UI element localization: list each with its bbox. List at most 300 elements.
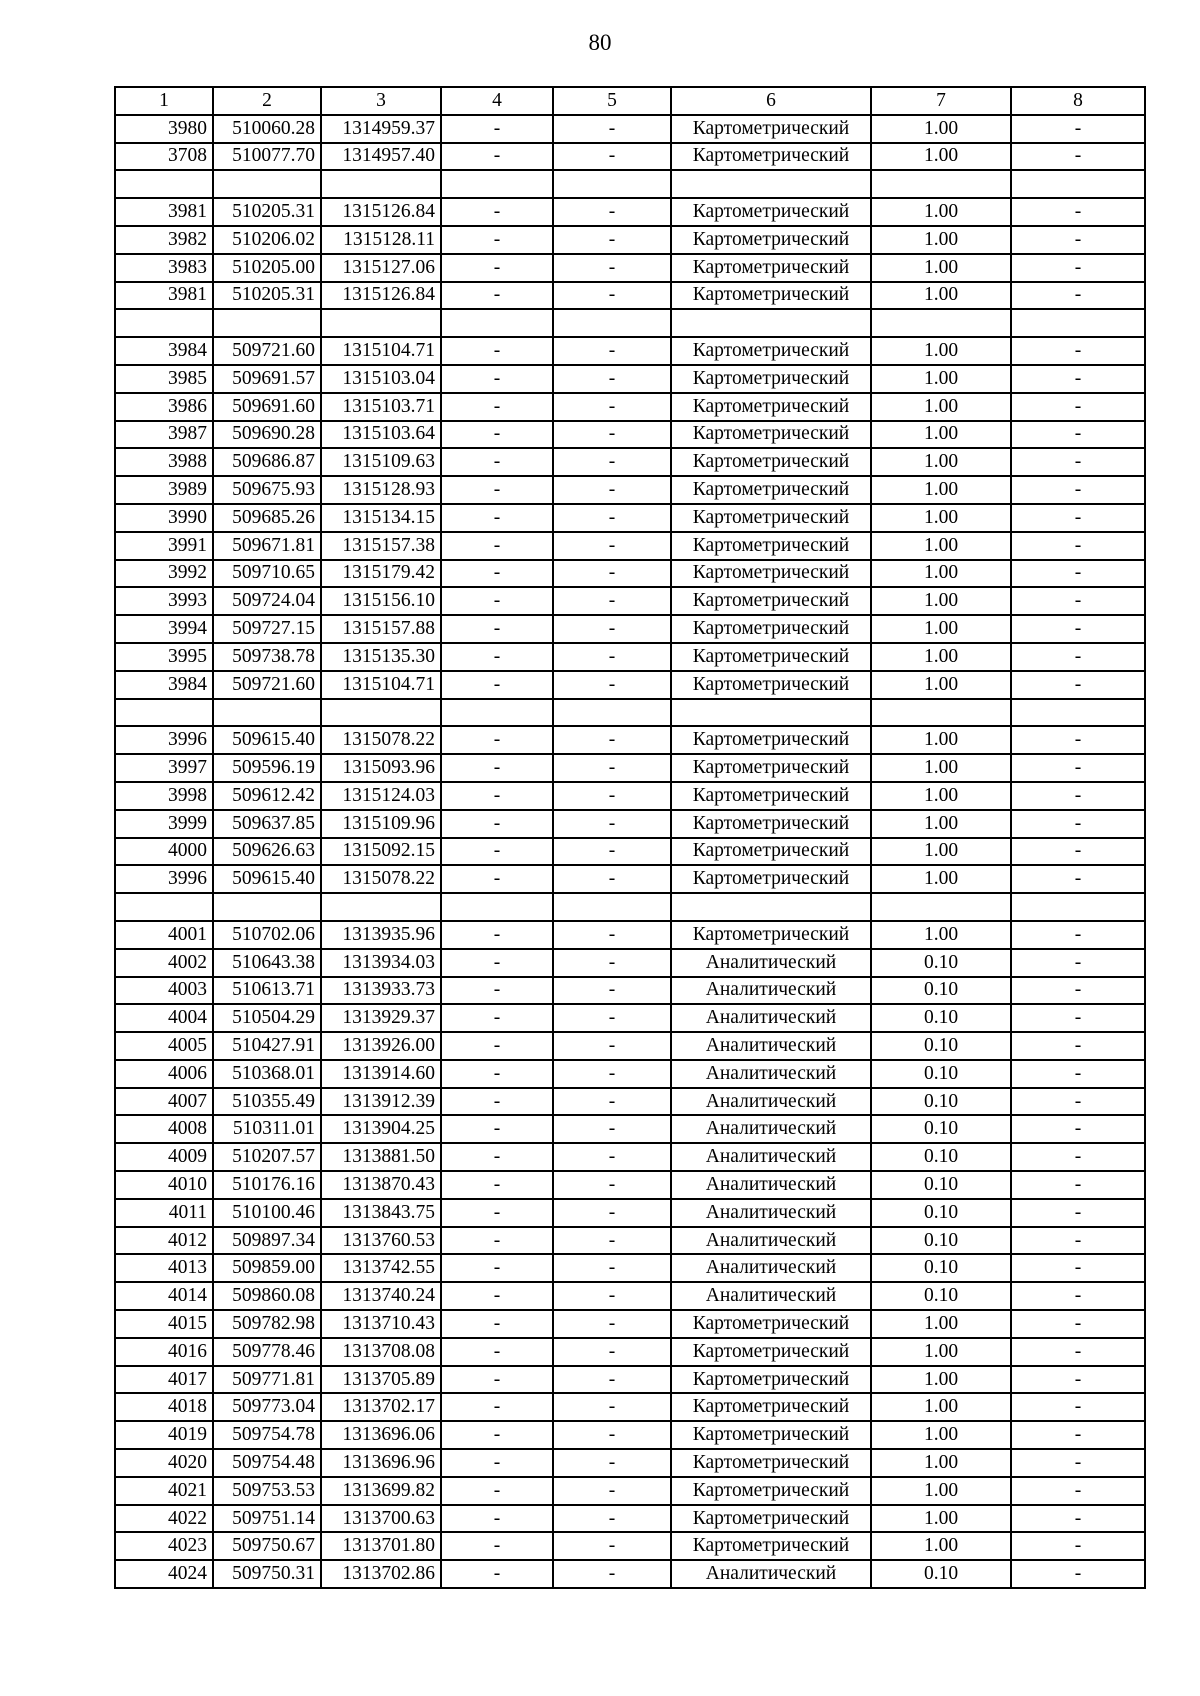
separator-row [115,170,1145,198]
col-8-cell: - [1011,448,1145,476]
col-8-cell: - [1011,115,1145,143]
accuracy-cell: 1.00 [871,282,1011,310]
point-number-cell: 3981 [115,282,213,310]
col-8-cell: - [1011,782,1145,810]
accuracy-cell: 1.00 [871,587,1011,615]
col-5-cell: - [553,865,671,893]
point-number-cell: 3996 [115,865,213,893]
x-coordinate-cell [213,699,321,727]
point-number-cell: 3982 [115,226,213,254]
method-cell: Аналитический [671,1560,871,1588]
col-8-cell: - [1011,1115,1145,1143]
point-number-cell: 4021 [115,1477,213,1505]
x-coordinate-cell: 509860.08 [213,1282,321,1310]
x-coordinate-cell: 509671.81 [213,532,321,560]
col-4-cell: - [441,1227,553,1255]
col-4-cell: - [441,865,553,893]
col-5-cell: - [553,1505,671,1533]
table-row [115,476,1145,504]
col-5-cell: - [553,921,671,949]
y-coordinate-cell: 1313705.89 [321,1366,441,1394]
accuracy-cell: 0.10 [871,1004,1011,1032]
y-coordinate-cell: 1315134.15 [321,504,441,532]
accuracy-cell: 0.10 [871,1171,1011,1199]
table-row [115,393,1145,421]
method-cell: Аналитический [671,1282,871,1310]
point-number-cell: 4014 [115,1282,213,1310]
col-4-cell: - [441,1366,553,1394]
col-5-cell: - [553,1143,671,1171]
col-8-cell: - [1011,671,1145,699]
y-coordinate-cell: 1313710.43 [321,1310,441,1338]
col-8-cell: - [1011,365,1145,393]
header-cell: 3 [321,87,441,115]
accuracy-cell: 1.00 [871,393,1011,421]
point-number-cell: 3994 [115,615,213,643]
method-cell: Картометрический [671,448,871,476]
col-8-cell: - [1011,393,1145,421]
y-coordinate-cell: 1313700.63 [321,1505,441,1533]
col-8-cell: - [1011,282,1145,310]
accuracy-cell: 0.10 [871,1254,1011,1282]
method-cell: Аналитический [671,1199,871,1227]
y-coordinate-cell: 1313912.39 [321,1088,441,1116]
y-coordinate-cell: 1313926.00 [321,1032,441,1060]
point-number-cell: 3987 [115,421,213,449]
point-number-cell: 3985 [115,365,213,393]
accuracy-cell: 1.00 [871,115,1011,143]
y-coordinate-cell: 1315092.15 [321,838,441,866]
y-coordinate-cell: 1315126.84 [321,282,441,310]
method-cell: Картометрический [671,1338,871,1366]
col-5-cell [553,170,671,198]
y-coordinate-cell: 1313934.03 [321,949,441,977]
x-coordinate-cell: 510176.16 [213,1171,321,1199]
x-coordinate-cell: 510206.02 [213,226,321,254]
col-4-cell [441,170,553,198]
col-8-cell: - [1011,560,1145,588]
col-8-cell: - [1011,226,1145,254]
y-coordinate-cell: 1315104.71 [321,671,441,699]
accuracy-cell: 1.00 [871,1310,1011,1338]
header-cell: 1 [115,87,213,115]
col-4-cell: - [441,1310,553,1338]
col-4-cell: - [441,1143,553,1171]
table-row [115,671,1145,699]
method-cell: Картометрический [671,1393,871,1421]
col-5-cell: - [553,143,671,171]
point-number-cell: 4007 [115,1088,213,1116]
col-8-cell: - [1011,865,1145,893]
x-coordinate-cell: 509615.40 [213,865,321,893]
point-number-cell: 4012 [115,1227,213,1255]
col-4-cell: - [441,949,553,977]
col-4-cell: - [441,1560,553,1588]
col-4-cell: - [441,476,553,504]
method-cell: Аналитический [671,977,871,1005]
col-4-cell: - [441,1115,553,1143]
method-cell: Аналитический [671,1254,871,1282]
col-4-cell: - [441,1199,553,1227]
col-8-cell [1011,309,1145,337]
col-4-cell: - [441,532,553,560]
x-coordinate-cell: 509727.15 [213,615,321,643]
col-8-cell: - [1011,1143,1145,1171]
point-number-cell: 3988 [115,448,213,476]
accuracy-cell: 0.10 [871,1227,1011,1255]
col-5-cell: - [553,1199,671,1227]
y-coordinate-cell: 1313740.24 [321,1282,441,1310]
col-8-cell: - [1011,1282,1145,1310]
table-row [115,504,1145,532]
col-4-cell: - [441,226,553,254]
accuracy-cell: 1.00 [871,1366,1011,1394]
col-5-cell: - [553,337,671,365]
x-coordinate-cell: 510504.29 [213,1004,321,1032]
accuracy-cell: 1.00 [871,254,1011,282]
col-4-cell: - [441,643,553,671]
x-coordinate-cell: 510060.28 [213,115,321,143]
header-cell: 7 [871,87,1011,115]
y-coordinate-cell: 1313702.17 [321,1393,441,1421]
point-number-cell: 4005 [115,1032,213,1060]
point-number-cell: 3991 [115,532,213,560]
y-coordinate-cell: 1315103.64 [321,421,441,449]
x-coordinate-cell: 510100.46 [213,1199,321,1227]
col-5-cell: - [553,1532,671,1560]
accuracy-cell: 0.10 [871,1032,1011,1060]
col-4-cell: - [441,1338,553,1366]
accuracy-cell [871,893,1011,921]
method-cell: Картометрический [671,921,871,949]
col-4-cell: - [441,1477,553,1505]
col-8-cell: - [1011,532,1145,560]
accuracy-cell: 1.00 [871,421,1011,449]
col-8-cell: - [1011,921,1145,949]
x-coordinate-cell: 509738.78 [213,643,321,671]
y-coordinate-cell: 1315109.63 [321,448,441,476]
accuracy-cell: 1.00 [871,1449,1011,1477]
col-5-cell [553,699,671,727]
x-coordinate-cell: 510368.01 [213,1060,321,1088]
accuracy-cell: 1.00 [871,365,1011,393]
x-coordinate-cell: 510613.71 [213,977,321,1005]
y-coordinate-cell: 1313701.80 [321,1532,441,1560]
col-8-cell: - [1011,1032,1145,1060]
method-cell: Аналитический [671,1115,871,1143]
table-row [115,587,1145,615]
point-number-cell: 3983 [115,254,213,282]
table-row [115,615,1145,643]
table-row [115,1254,1145,1282]
y-coordinate-cell: 1315093.96 [321,754,441,782]
x-coordinate-cell: 509637.85 [213,810,321,838]
table-row [115,1366,1145,1394]
y-coordinate-cell: 1313699.82 [321,1477,441,1505]
table-row [115,1199,1145,1227]
y-coordinate-cell: 1313696.96 [321,1449,441,1477]
point-number-cell: 3981 [115,198,213,226]
col-8-cell: - [1011,143,1145,171]
col-4-cell: - [441,254,553,282]
col-8-cell: - [1011,754,1145,782]
table-row [115,421,1145,449]
col-5-cell: - [553,504,671,532]
y-coordinate-cell: 1313696.06 [321,1421,441,1449]
table-body [115,87,1145,1588]
col-8-cell: - [1011,1088,1145,1116]
col-5-cell: - [553,1282,671,1310]
method-cell: Картометрический [671,226,871,254]
method-cell: Картометрический [671,421,871,449]
col-4-cell: - [441,448,553,476]
col-5-cell: - [553,1310,671,1338]
y-coordinate-cell: 1313933.73 [321,977,441,1005]
table-row [115,1338,1145,1366]
y-coordinate-cell: 1313702.86 [321,1560,441,1588]
accuracy-cell: 1.00 [871,1421,1011,1449]
point-number-cell: 3986 [115,393,213,421]
point-number-cell: 4006 [115,1060,213,1088]
accuracy-cell: 1.00 [871,476,1011,504]
accuracy-cell: 1.00 [871,560,1011,588]
accuracy-cell [871,699,1011,727]
y-coordinate-cell: 1313742.55 [321,1254,441,1282]
col-4-cell: - [441,1282,553,1310]
method-cell: Картометрический [671,282,871,310]
table-row [115,1421,1145,1449]
col-5-cell: - [553,615,671,643]
method-cell: Картометрический [671,587,871,615]
accuracy-cell: 1.00 [871,143,1011,171]
accuracy-cell: 1.00 [871,1532,1011,1560]
col-8-cell [1011,170,1145,198]
table-row [115,643,1145,671]
method-cell: Картометрический [671,754,871,782]
y-coordinate-cell: 1315128.93 [321,476,441,504]
table-row [115,1171,1145,1199]
accuracy-cell: 1.00 [871,1505,1011,1533]
method-cell [671,699,871,727]
col-5-cell: - [553,1338,671,1366]
table-row [115,1393,1145,1421]
separator-row [115,309,1145,337]
x-coordinate-cell: 509859.00 [213,1254,321,1282]
accuracy-cell [871,309,1011,337]
point-number-cell: 4017 [115,1366,213,1394]
method-cell: Картометрический [671,143,871,171]
col-5-cell: - [553,393,671,421]
col-5-cell: - [553,115,671,143]
col-4-cell: - [441,143,553,171]
point-number-cell: 3993 [115,587,213,615]
col-5-cell: - [553,587,671,615]
method-cell: Картометрический [671,1421,871,1449]
y-coordinate-cell: 1315126.84 [321,198,441,226]
col-8-cell: - [1011,1421,1145,1449]
y-coordinate-cell [321,309,441,337]
method-cell: Картометрический [671,1477,871,1505]
x-coordinate-cell: 510355.49 [213,1088,321,1116]
accuracy-cell: 1.00 [871,1477,1011,1505]
col-4-cell: - [441,337,553,365]
method-cell: Картометрический [671,532,871,560]
method-cell: Картометрический [671,782,871,810]
table-row [115,1032,1145,1060]
accuracy-cell: 1.00 [871,810,1011,838]
col-5-cell: - [553,226,671,254]
col-5-cell: - [553,282,671,310]
col-5-cell: - [553,726,671,754]
col-5-cell: - [553,754,671,782]
x-coordinate-cell: 509691.60 [213,393,321,421]
y-coordinate-cell: 1315179.42 [321,560,441,588]
col-5-cell: - [553,1449,671,1477]
col-5-cell: - [553,560,671,588]
accuracy-cell: 1.00 [871,1393,1011,1421]
col-5-cell: - [553,1060,671,1088]
table-row [115,254,1145,282]
table-row [115,1227,1145,1255]
table-row [115,198,1145,226]
point-number-cell: 3992 [115,560,213,588]
col-5-cell: - [553,1560,671,1588]
method-cell: Картометрический [671,1449,871,1477]
col-5-cell: - [553,1227,671,1255]
table-row [115,754,1145,782]
method-cell: Аналитический [671,1060,871,1088]
table-row [115,532,1145,560]
col-8-cell: - [1011,476,1145,504]
y-coordinate-cell: 1315103.71 [321,393,441,421]
col-8-cell [1011,893,1145,921]
x-coordinate-cell: 509721.60 [213,337,321,365]
col-8-cell: - [1011,1060,1145,1088]
col-4-cell: - [441,1088,553,1116]
x-coordinate-cell: 509897.34 [213,1227,321,1255]
x-coordinate-cell [213,309,321,337]
method-cell: Картометрический [671,726,871,754]
method-cell: Картометрический [671,865,871,893]
x-coordinate-cell: 510077.70 [213,143,321,171]
accuracy-cell: 1.00 [871,838,1011,866]
col-4-cell: - [441,1032,553,1060]
x-coordinate-cell: 509675.93 [213,476,321,504]
y-coordinate-cell: 1315135.30 [321,643,441,671]
table-row [115,1115,1145,1143]
col-8-cell: - [1011,838,1145,866]
point-number-cell: 4008 [115,1115,213,1143]
col-5-cell: - [553,810,671,838]
col-4-cell: - [441,810,553,838]
point-number-cell: 3997 [115,754,213,782]
x-coordinate-cell: 510205.31 [213,282,321,310]
col-8-cell: - [1011,1449,1145,1477]
header-cell: 6 [671,87,871,115]
x-coordinate-cell [213,893,321,921]
y-coordinate-cell: 1313929.37 [321,1004,441,1032]
table-row [115,1310,1145,1338]
y-coordinate-cell: 1313843.75 [321,1199,441,1227]
col-5-cell: - [553,1115,671,1143]
col-4-cell: - [441,1505,553,1533]
point-number-cell: 3999 [115,810,213,838]
table-row [115,365,1145,393]
method-cell: Аналитический [671,1143,871,1171]
table-row [115,949,1145,977]
table-row [115,1532,1145,1560]
point-number-cell: 4023 [115,1532,213,1560]
y-coordinate-cell: 1315103.04 [321,365,441,393]
x-coordinate-cell: 509778.46 [213,1338,321,1366]
method-cell: Картометрический [671,198,871,226]
col-8-cell: - [1011,587,1145,615]
method-cell: Картометрический [671,337,871,365]
point-number-cell: 4013 [115,1254,213,1282]
y-coordinate-cell: 1315078.22 [321,726,441,754]
x-coordinate-cell: 509615.40 [213,726,321,754]
table-row [115,143,1145,171]
col-4-cell: - [441,365,553,393]
accuracy-cell: 1.00 [871,504,1011,532]
point-number-cell: 4000 [115,838,213,866]
col-8-cell: - [1011,1477,1145,1505]
table-row [115,560,1145,588]
y-coordinate-cell: 1315157.38 [321,532,441,560]
accuracy-cell: 0.10 [871,1560,1011,1588]
col-5-cell: - [553,198,671,226]
y-coordinate-cell: 1313760.53 [321,1227,441,1255]
col-5-cell: - [553,1366,671,1394]
accuracy-cell: 1.00 [871,865,1011,893]
method-cell: Картометрический [671,115,871,143]
col-8-cell: - [1011,337,1145,365]
method-cell: Аналитический [671,1088,871,1116]
method-cell: Картометрический [671,393,871,421]
col-8-cell: - [1011,1310,1145,1338]
point-number-cell: 4019 [115,1421,213,1449]
y-coordinate-cell: 1313935.96 [321,921,441,949]
col-4-cell: - [441,615,553,643]
col-4-cell: - [441,1254,553,1282]
x-coordinate-cell: 510205.00 [213,254,321,282]
header-cell: 4 [441,87,553,115]
col-4-cell: - [441,393,553,421]
method-cell: Картометрический [671,838,871,866]
col-8-cell: - [1011,504,1145,532]
col-5-cell [553,309,671,337]
method-cell: Аналитический [671,949,871,977]
col-5-cell: - [553,1393,671,1421]
x-coordinate-cell [213,170,321,198]
point-number-cell: 4001 [115,921,213,949]
col-8-cell: - [1011,1199,1145,1227]
y-coordinate-cell [321,170,441,198]
table-row [115,782,1145,810]
col-4-cell: - [441,782,553,810]
col-4-cell: - [441,560,553,588]
col-4-cell: - [441,1393,553,1421]
y-coordinate-cell: 1313914.60 [321,1060,441,1088]
x-coordinate-cell: 509710.65 [213,560,321,588]
point-number-cell: 4022 [115,1505,213,1533]
col-5-cell: - [553,365,671,393]
coordinates-table [114,86,1146,1589]
col-8-cell: - [1011,1254,1145,1282]
point-number-cell: 3984 [115,671,213,699]
accuracy-cell: 0.10 [871,977,1011,1005]
col-8-cell: - [1011,1532,1145,1560]
